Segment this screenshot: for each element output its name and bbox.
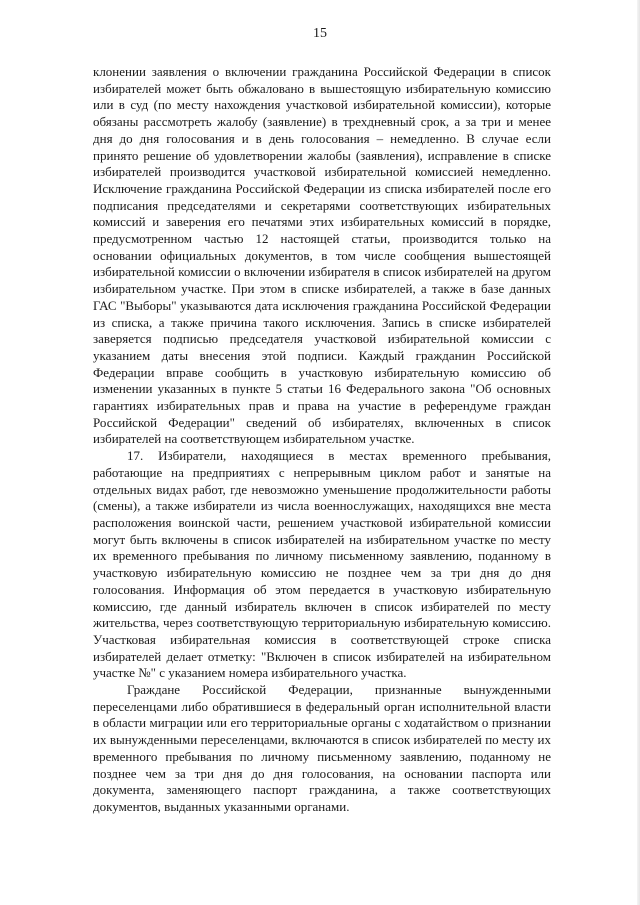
paragraph-displaced-persons: Граждане Российской Федерации, признанные вынужденными переселенцами либо обратившиеся в федеральный орган исполнительной власти в области миграции или его территориальные органы с ходатайством о признании их вынужденными переселенцами, включаются в список избирателей по месту их временного пребывания по личному письменному заявлению, поданному не позднее чем за три дня до дня голосования, на основании паспорта или документа, заменяющего паспорт гражданина, а также соответствующих документов, выданных указанными органами. <box>93 682 551 814</box>
document-body <box>93 64 551 816</box>
paragraph-item-17: 17. Избиратели, находящиеся в местах временного пребывания, работающие на предприятиях с непрерывным циклом работ и занятые на отдельных видах работ, где невозможно уменьшение продолжительности работы (смены), а также избиратели из числа военнослужащих, находящихся вне места расположения воинской части, решением участковой избирательной комиссии могут быть включены в список избирателей на избирательном участке по месту их временного пребывания по личному письменному заявлению, поданному в участковую избирательную комиссию не позднее чем за три дня до дня голосования. Информация об этом передается в участковую избирательную комиссию, где данный избиратель включен в список избирателей по месту жительства, через соответствующую территориальную избирательную комиссию. Участковая избирательная комиссия в соответствующей строке списка избирателей делает отметку: "Включен в список избирателей на избирательном участке №" с указанием номера избирательного участка. <box>93 448 551 681</box>
page-number: 15 <box>313 26 327 41</box>
paragraph-continuation: клонении заявления о включении гражданина Российской Федерации в список избирателей может быть обжаловано в вышестоящую избирательную комиссию или в суд (по месту нахождения участковой избирательной комиссии), которые обязаны рассмотреть жалобу (заявление) в трехдневный срок, а за три и менее дня до дня голосования и в день голосования – немедленно. В случае если принято решение об удовлетворении жалобы (заявления), исправление в списке избирателей производится участковой избирательной комиссией немедленно. Исключение гражданина Российской Федерации из списка избирателей после его подписания председателями и секретарями соответствующих избирательных комиссий и заверения его печатями этих избирательных комиссий в порядке, предусмотренном частью 12 настоящей статьи, производится только на основании официальных документов, в том числе сообщения вышестоящей избирательной комиссии о включении избирателя в список избирателей на другом избирательном участке. При этом в списке избирателей, а также в базе данных ГАС "Выборы" указываются дата исключения гражданина Российской Федерации из списка, а также причина такого исключения. Запись в списке избирателей заверяется подписью председателя участковой избирательной комиссии с указанием даты внесения этой подписи. Каждый гражданин Российской Федерации вправе сообщить в участковую избирательную комиссию об изменении указанных в пункте 5 статьи 16 Федерального закона "Об основных гарантиях избирательных прав и права на участие в референдуме граждан Российской Федерации" сведений об избирателях, включенных в список избирателей на соответствующем избирательном участке. <box>93 64 551 447</box>
